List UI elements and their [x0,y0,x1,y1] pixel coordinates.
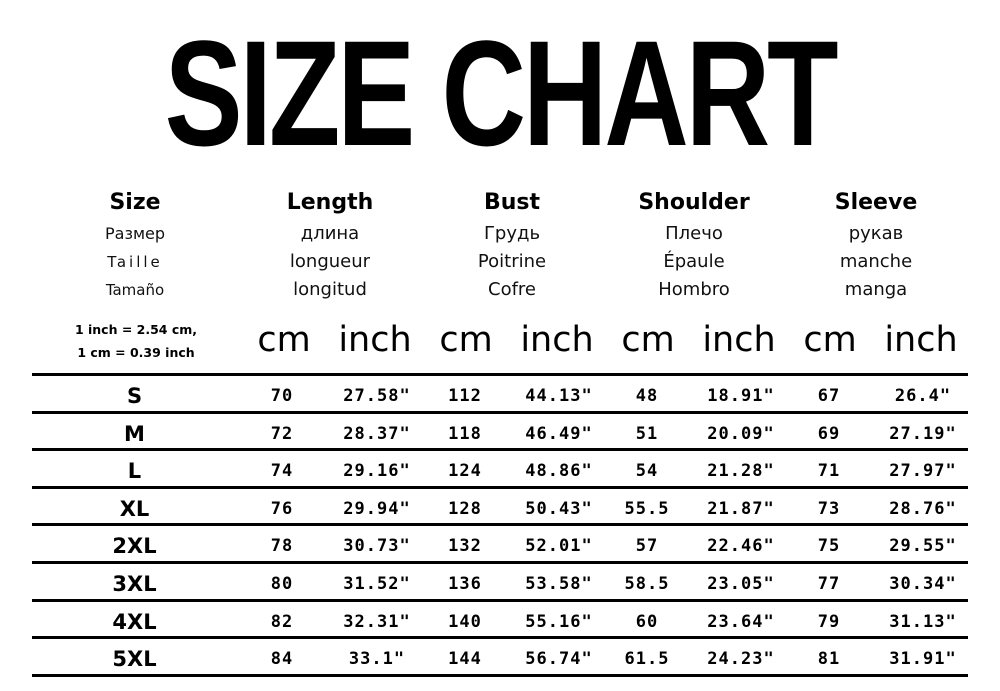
header-length-ru: длина [300,223,360,244]
cell-sleeve-in: 30.34" [889,574,957,594]
cell-sleeve-in: 26.4" [894,386,952,406]
cell-sleeve-cm: 75 [817,536,841,557]
header-sleeve-fr: manche [839,251,913,272]
cell-bust-cm: 140 [448,611,482,632]
cell-bust-cm: 112 [448,386,482,406]
cell-length-cm: 72 [270,423,294,444]
cell-sleeve-in: 31.91" [889,649,957,670]
cell-sleeve-cm: 71 [817,461,841,482]
table-row [32,451,968,489]
cell-shoulder-cm: 61.5 [624,649,670,670]
cell-bust-cm: 144 [448,649,482,670]
cell-sleeve-cm: 67 [817,386,841,406]
table-row [32,602,968,640]
unit-length-inch: inch [338,320,412,360]
cell-bust-in: 53.58" [525,574,593,594]
header-bust-fr: Poitrine [477,251,547,272]
unit-bust-cm: cm [439,320,493,360]
header-shoulder-ru: Плечо [665,223,723,244]
cell-shoulder-in: 23.64" [707,611,775,632]
cell-shoulder-cm: 55.5 [624,498,670,519]
conversion-note-line2: 1 cm = 0.39 inch [77,345,195,360]
cell-sleeve-in: 28.76" [889,498,957,519]
cell-length-in: 32.31" [343,611,411,632]
cell-bust-cm: 136 [448,574,482,594]
cell-shoulder-in: 24.23" [707,649,775,670]
cell-length-in: 29.94" [343,498,411,519]
header-length-es: longitud [293,279,367,300]
header-sleeve [786,186,966,304]
cell-size: 5XL [112,647,157,672]
cell-shoulder-cm: 58.5 [624,574,670,594]
cell-shoulder-in: 22.46" [707,536,775,557]
unit-length-cm: cm [257,320,311,360]
cell-shoulder-cm: 54 [635,461,659,482]
cell-length-cm: 74 [270,461,294,482]
table-row [32,489,968,527]
cell-sleeve-in: 27.19" [889,423,957,444]
cell-shoulder-in: 21.87" [707,498,775,519]
header-length-fr: longueur [289,251,371,272]
cell-bust-in: 52.01" [525,536,593,557]
header-size [45,186,225,304]
conversion-note-line1: 1 inch = 2.54 cm, [74,322,198,337]
header-bust-en: Bust [483,190,541,215]
header-length-en: Length [286,190,374,215]
cell-length-in: 27.58" [343,386,411,406]
cell-length-in: 29.16" [343,461,411,482]
table-row [32,639,968,677]
cell-bust-cm: 124 [448,461,482,482]
header-size-fr: Taille [107,253,163,271]
cell-sleeve-cm: 69 [817,423,841,444]
cell-size: L [127,459,142,484]
header-bust-ru: Грудь [483,223,541,244]
header-shoulder-en: Shoulder [638,190,750,215]
cell-shoulder-cm: 60 [635,611,659,632]
header-bust [422,186,602,304]
table-row [32,376,968,414]
cell-sleeve-cm: 73 [817,498,841,519]
cell-sleeve-in: 31.13" [889,611,957,632]
header-shoulder [604,186,784,304]
cell-shoulder-cm: 51 [635,423,659,444]
header-size-es: Tamaño [105,281,165,299]
cell-size: XL [119,496,150,521]
cell-bust-cm: 118 [448,423,482,444]
table-row [32,564,968,602]
cell-bust-in: 56.74" [525,649,593,670]
cell-sleeve-cm: 81 [817,649,841,670]
table-row [32,526,968,564]
page-title: SIZE CHART [164,9,836,177]
cell-shoulder-cm: 57 [635,536,659,557]
unit-bust-inch: inch [520,320,594,360]
cell-sleeve-in: 29.55" [889,536,957,557]
cell-length-in: 28.37" [343,423,411,444]
cell-bust-cm: 128 [448,498,482,519]
cell-shoulder-cm: 48 [635,386,659,406]
header-size-en: Size [109,190,161,215]
cell-shoulder-in: 20.09" [707,423,775,444]
unit-sleeve-inch: inch [884,320,958,360]
cell-size: M [124,421,145,446]
header-shoulder-es: Hombro [658,279,730,300]
cell-size: S [126,384,143,408]
header-sleeve-es: manga [844,279,908,300]
cell-size: 4XL [112,609,157,634]
cell-bust-in: 50.43" [525,498,593,519]
cell-size: 3XL [112,572,157,596]
cell-bust-in: 46.49" [525,423,593,444]
header-length [240,186,420,304]
cell-length-cm: 78 [270,536,294,557]
cell-length-cm: 76 [270,498,294,519]
conversion-note [36,318,236,364]
header-sleeve-en: Sleeve [834,190,918,215]
header-sleeve-ru: рукав [848,223,904,244]
header-shoulder-fr: Épaule [663,251,725,272]
unit-sleeve-cm: cm [803,320,857,360]
header-size-ru: Размер [104,224,166,243]
cell-sleeve-in: 27.97" [889,461,957,482]
cell-shoulder-in: 21.28" [707,461,775,482]
cell-length-in: 31.52" [343,574,411,594]
table-row [32,414,968,452]
cell-sleeve-cm: 77 [817,574,841,594]
cell-length-cm: 80 [270,574,294,594]
cell-bust-in: 44.13" [525,386,593,406]
cell-shoulder-in: 23.05" [707,574,775,594]
cell-bust-in: 55.16" [525,611,593,632]
cell-sleeve-cm: 79 [817,611,841,632]
cell-bust-cm: 132 [448,536,482,557]
cell-size: 2XL [112,534,157,559]
unit-shoulder-cm: cm [621,320,675,360]
cell-length-cm: 70 [270,386,294,406]
cell-bust-in: 48.86" [525,461,593,482]
unit-shoulder-inch: inch [702,320,776,360]
cell-length-cm: 84 [270,649,294,670]
cell-length-in: 30.73" [343,536,411,557]
cell-length-cm: 82 [270,611,294,632]
cell-shoulder-in: 18.91" [707,386,775,406]
header-bust-es: Cofre [488,279,536,300]
cell-length-in: 33.1" [348,649,406,670]
